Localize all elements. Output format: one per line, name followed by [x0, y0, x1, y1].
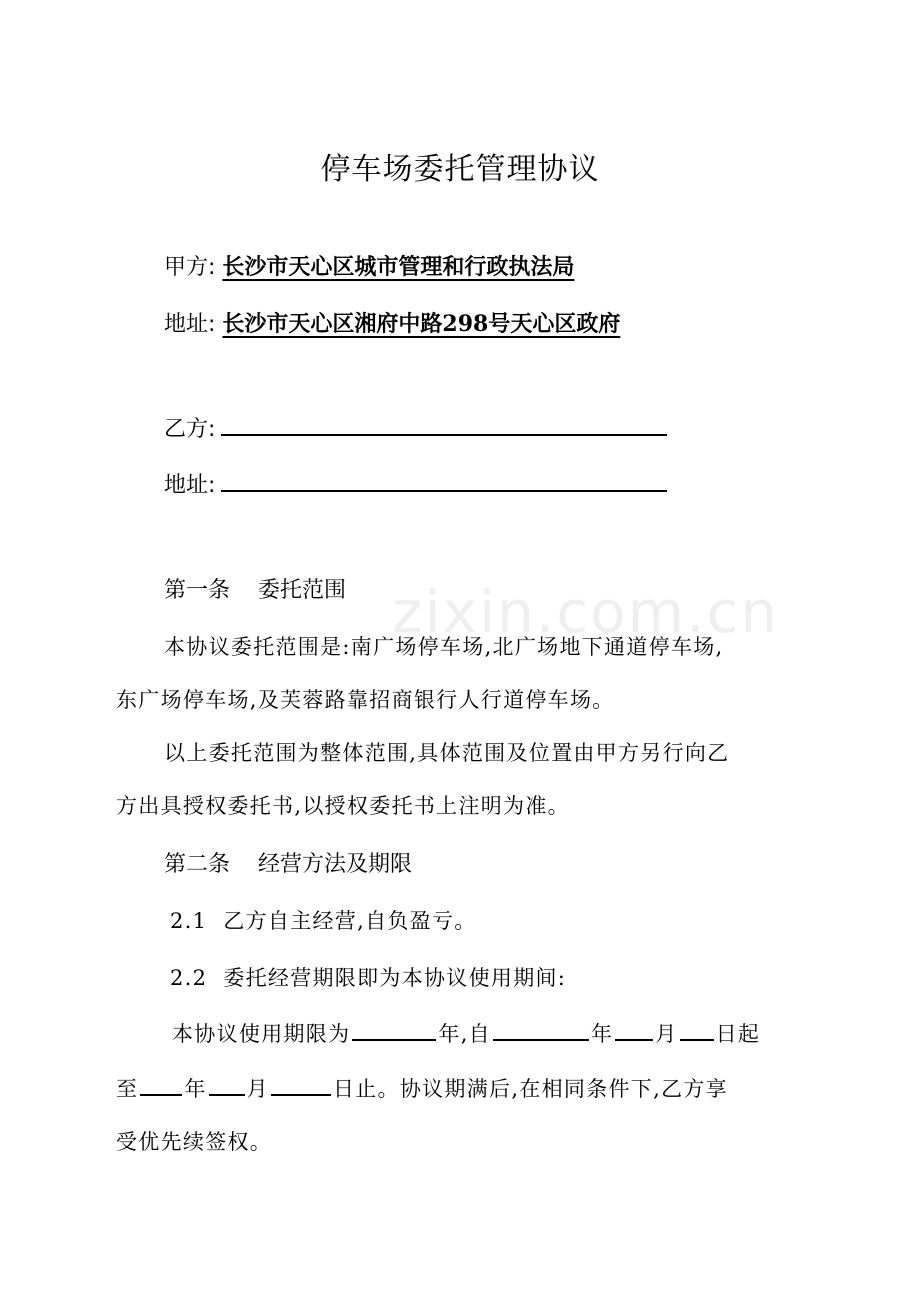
clause-2-1-number: 2.1: [170, 909, 208, 933]
party-a-row: [164, 250, 574, 281]
clause-2-1: [170, 905, 477, 935]
term-text: 日止。协议期满后,在相同条件下,乙方享: [332, 1077, 728, 1101]
article-1-title: 委托范围: [258, 578, 347, 603]
party-b-name-blank: [221, 414, 667, 436]
article-1-p2-line2: 方出具授权委托书,以授权委托书上注明为准。: [116, 794, 570, 818]
article-1-p1-line2: 东广场停车场,及芙蓉路靠招商银行人行道停车场。: [116, 688, 615, 712]
watermark: zixin.com.cn: [392, 578, 780, 646]
document-title: 停车场委托管理协议: [320, 152, 600, 187]
term-text: 至: [116, 1077, 139, 1101]
party-a-address-row: [164, 307, 620, 338]
clause-2-2: [170, 962, 566, 992]
end-month-blank: [209, 1074, 245, 1096]
term-text: 年: [590, 1022, 614, 1046]
article-1-heading: [164, 573, 346, 604]
term-line-1: [172, 1018, 872, 1048]
article-2-heading: [164, 847, 412, 878]
article-2-number: 第二条: [164, 852, 231, 877]
term-line-2: [116, 1073, 816, 1103]
term-text: 月: [655, 1022, 678, 1046]
party-b-address-blank: [221, 470, 667, 492]
term-line-3: 受优先续签权。: [116, 1130, 273, 1154]
term-text: 本协议使用期限为: [172, 1022, 351, 1046]
article-1-p1-line1: 本协议委托范围是:南广场停车场,北广场地下通道停车场,: [164, 635, 724, 659]
article-2-title: 经营方法及期限: [258, 852, 413, 877]
party-b-address-row: [164, 468, 667, 499]
party-b-row: [164, 412, 667, 443]
term-years-blank: [352, 1019, 436, 1041]
end-year-blank: [140, 1074, 182, 1096]
start-month-blank: [615, 1019, 653, 1041]
clause-2-2-number: 2.2: [170, 966, 208, 990]
party-b-address-label: 地址:: [164, 473, 216, 498]
clause-2-1-text: 乙方自主经营,自负盈亏。: [223, 909, 477, 933]
end-day-blank: [271, 1074, 331, 1096]
start-day-blank: [680, 1019, 714, 1041]
clause-2-2-text: 委托经营期限即为本协议使用期间:: [223, 966, 567, 990]
term-text: 日起: [715, 1022, 761, 1046]
term-text: 月: [246, 1077, 269, 1101]
term-text: 年,自: [438, 1022, 491, 1046]
party-b-label: 乙方:: [164, 417, 216, 442]
article-1-number: 第一条: [164, 578, 231, 603]
article-1-p2-line1: 以上委托范围为整体范围,具体范围及位置由甲方另行向乙: [164, 741, 730, 765]
party-a-name: 长沙市天心区城市管理和行政执法局: [222, 254, 575, 280]
term-text: 年: [184, 1077, 207, 1101]
start-year-blank: [493, 1019, 589, 1041]
party-a-address: 长沙市天心区湘府中路298号天心区政府: [222, 311, 621, 337]
party-a-label: 甲方:: [164, 255, 216, 280]
party-a-address-label: 地址:: [164, 312, 216, 337]
